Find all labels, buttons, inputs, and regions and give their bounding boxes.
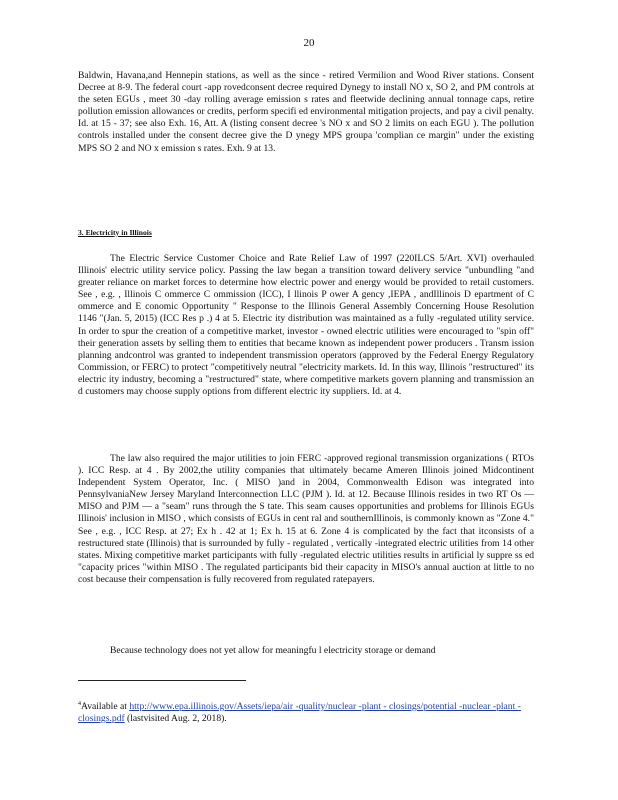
paragraph-customer-choice-law: The Electric Service Customer Choice and Rate Relief Law of 1997 (220ILCS 5/Art. XVI) overhauled Illinois' electric utility service policy. Passing the law began a transition toward delivery service "unbundling "and greater reliance on market forces to determine how electric power and energy would be provided to retail customers. See , e.g. , Illinois C ommerce C ommission (ICC), I llinois P ower A gency ,IEPA , andIllinois D epartment of C ommerce and E conomic Opportunity " Response to the Illinois General Assembly Concerning House Resolution 1146 "(Jan. 5, 2015) (ICC Res p .) 4 at 5. Electric ity distribution was maintained as a fully -regulated utility service. In order to spur the creation of a competitive market, investor - owned electric utilities were encouraged to "spin off" their generation assets by selling them to entities that became known as independent power producers . Transm ission planning andcontrol was granted to independent transmission operators (approved by the Federal Energy Regulatory Commission, or FERC) to protect "competitively neutral "electricity markets. Id. In this way, Illinois "restructured" its electric ity industry, becoming a "restructured" state, where competitive markets govern planning and transmission an d customers may choose supply options from different electric ity suppliers. Id. at 4. — [78, 253, 534, 398]
page-number: 20 — [303, 37, 315, 49]
footnote-divider — [78, 680, 246, 681]
footnote-prefix: Available at — [81, 701, 127, 712]
paragraph-consent-decree: Baldwin, Havana,and Hennepin stations, as well as the since - retired Vermilion and Wood River stations. Consent Decree at 8-9. The federal court -app rovedconsent decree required Dynegy to install NO x, SO 2, and PM controls at the seten EGUs , meet 30 -day rolling average emission s rates and fleetwide declining annual tonnage caps, retire pollution emission allowances or credits, perform specifi ed environmental mitigation projects, and pay a civil penalty. Id. at 15 - 37; see also Exh. 16, Att. A (listing consent decree 's NO x and SO 2 limits on each EGU ). The pollution controls installed under the consent decree give the D ynegy MPS groupa 'complian ce margin" under the existing MPS SO 2 and NO x emission s rates. Exh. 9 at 13. — [78, 70, 534, 154]
footnote-marker: 4 — [78, 700, 81, 707]
footnote — [78, 701, 534, 725]
section-heading: 3. Electricity in Illinois — [78, 228, 152, 237]
paragraph-storage: Because technology does not yet allow for meaningfu l electricity storage or demand — [110, 645, 436, 656]
paragraph-rto-requirement: The law also required the major utilities to join FERC -approved regional transmission organizations ( RTOs ). ICC Resp. at 4 . By 2002,the utility companies that ultimately became Ameren Illinois joined Midcontinent Independent System Operator, Inc. ( MISO )and in 2004, Commonwealth Edison was integrated into PennsylvaniaNew Jersey Maryland Interconnection LLC (PJM ). Id. at 12. Because Illinois resides in two RT Os — MISO and PJM — a "seam" runs through the S tate. This seam causes opportunities and problems for Illinois EGUs Illinois' inclusion in MISO , which consists of EGUs in cent ral and southernIllinois, is commonly known as "Zone 4." See , e.g. , ICC Resp. at 27; Ex h . 42 at 1; Ex h. 15 at 6. Zone 4 is complicated by the fact that itconsists of a restructured state (Illinois) that is surrounded by fully - regulated , vertically -integrated electric utilities from 14 other states. Mixing competitive market participants with fully -regulated electric utilities results in artificial ly suppre ss ed "capacity prices "within MISO . The regulated participants bid their capacity in MISO's annual auction at little to no cost because their compensation is fully recovered from regulated ratepayers. — [78, 453, 534, 585]
footnote-link[interactable]: http://www.epa.illinois.gov/Assets/iepa/air -quality/nuclear -plant - closings/potential -nuclear -plant -closings.pdf — [78, 701, 521, 725]
footnote-suffix: (lastvisited Aug. 2, 2018). — [127, 713, 227, 725]
